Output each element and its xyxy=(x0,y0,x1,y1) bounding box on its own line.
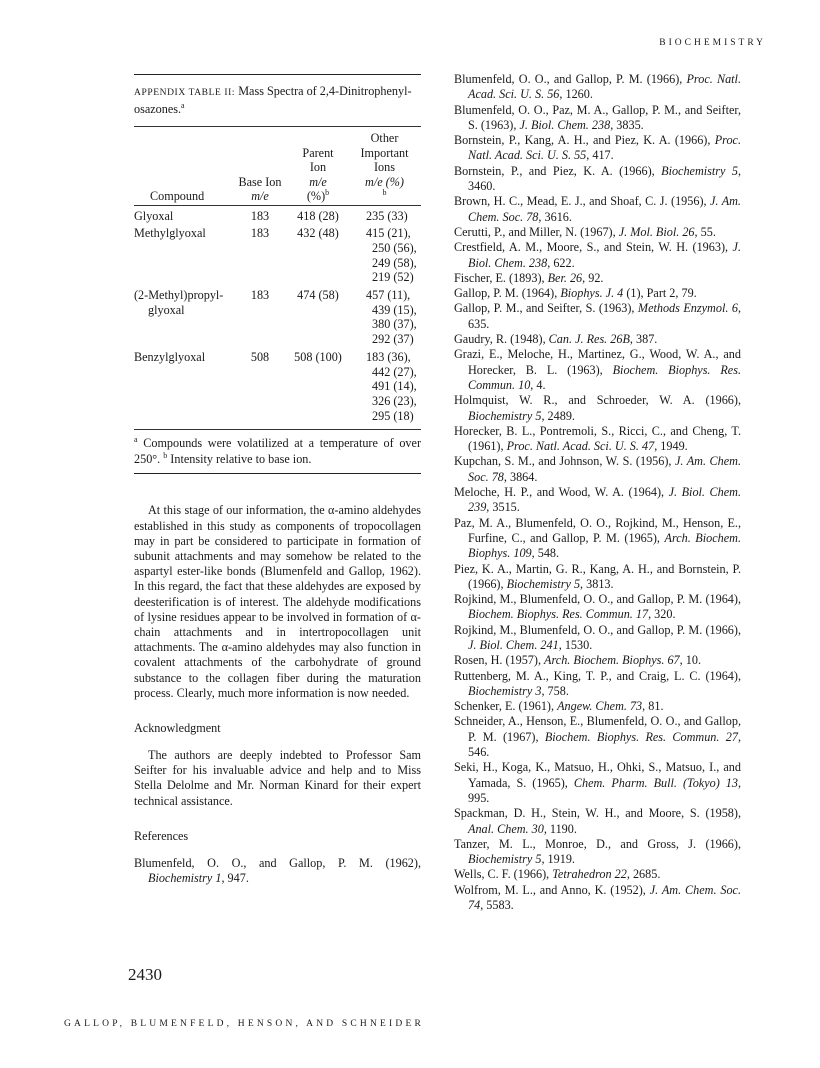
reference-entry: Holmquist, W. R., and Schroeder, W. A. (1966), Biochemistry 5, 2489. xyxy=(454,393,741,423)
cell-base-ion: 183 xyxy=(250,208,270,223)
reference-entry: Ruttenberg, M. A., King, T. P., and Craig, L. C. (1964), Biochemistry 3, 758. xyxy=(454,668,741,698)
reference-entry: Schenker, E. (1961), Angew. Chem. 73, 81. xyxy=(454,699,664,714)
reference-entry: Seki, H., Koga, K., Matsuo, H., Ohki, S., Matsuo, I., and Yamada, S. (1965), Chem. Pharm. Bull. (Tokyo) 13, 995. xyxy=(454,760,742,805)
cell-compound: Methylglyoxal xyxy=(134,226,206,241)
footnote-b: Intensity relative to base ion. xyxy=(170,452,312,467)
cell-parent-ion: 508 (100) xyxy=(294,349,342,364)
reference-entry: Cerutti, P., and Miller, N. (1967), J. Mol. Biol. 26, 55. xyxy=(454,224,716,239)
mass-spectra-table xyxy=(134,126,421,423)
reference-entry: Blumenfeld, O. O., and Gallop, P. M. (1966), Proc. Natl. Acad. Sci. U. S. 56, 1260. xyxy=(454,72,741,102)
references-heading: References xyxy=(134,828,189,843)
cell-base-ion: 508 xyxy=(250,349,270,364)
running-foot: GALLOP, BLUMENFELD, HENSON, AND SCHNEIDER xyxy=(64,1019,424,1029)
appendix-table xyxy=(134,74,421,474)
reference-entry: Rojkind, M., Blumenfeld, O. O., and Gallop, P. M. (1964), Biochem. Biophys. Res. Commun. 17, 320. xyxy=(454,592,741,622)
reference-entry: Rosen, H. (1957), Arch. Biochem. Biophys. 67, 10. xyxy=(454,653,701,668)
header-other-ions: Other Important Ions m/e (%) $^b$ xyxy=(360,131,409,197)
cell-compound: (2-Methyl)propyl- glyoxal xyxy=(134,288,224,317)
reference-entry: Wells, C. F. (1966), Tetrahedron 22, 2685. xyxy=(454,867,661,882)
left-column xyxy=(134,74,421,886)
reference-entry: Gaudry, R. (1948), Can. J. Res. 26B, 387. xyxy=(454,332,658,347)
acknowledgment-heading: Acknowledgment xyxy=(134,720,221,735)
references-right-list xyxy=(454,72,741,913)
reference-entry: Piez, K. A., Martin, G. R., Kang, A. H., and Bornstein, P. (1966), Biochemistry 5, 3813. xyxy=(454,561,741,591)
table-row xyxy=(134,226,421,285)
cell-base-ion: 183 xyxy=(250,226,270,241)
reference-entry: Schneider, A., Henson, E., Blumenfeld, O. O., and Gallop, P. M. (1967), Biochem. Biophys. Res. Commun. 27, 546. xyxy=(454,714,741,760)
reference-entry: Spackman, D. H., Stein, W. H., and Moore, S. (1958), Anal. Chem. 30, 1190. xyxy=(454,806,741,836)
reference-entry: Wolfrom, M. L., and Anno, K. (1952), J. Am. Chem. Soc. 74, 5583. xyxy=(454,882,742,913)
reference-entry: Paz, M. A., Blumenfeld, O. O., Rojkind, M., Henson, E., Furfine, C., and Gallop, P. M. (1965), Arch. Biochem. Biophys. 109, 548. xyxy=(454,515,741,561)
header-parent-ion: Parent Ion m/e (%)$^b$ xyxy=(302,145,334,203)
cell-other-ions: 235 (33) xyxy=(366,208,408,223)
reference-entry: Gallop, P. M. (1964), Biophys. J. 4 (1), Part 2, 79. xyxy=(454,286,697,301)
header-base-ion: Base Ion m/e xyxy=(238,174,282,203)
table-caption xyxy=(134,83,421,117)
cell-parent-ion: 418 (28) xyxy=(297,208,339,223)
reference-entry: Tanzer, M. L., Monroe, D., and Gross, J. (1966), Biochemistry 5, 1919. xyxy=(454,836,741,867)
reference-entry: Bornstein, P., and Piez, K. A. (1966), Biochemistry 5, 3460. xyxy=(454,163,741,194)
cell-parent-ion: 432 (48) xyxy=(297,226,339,241)
footnote-a: Compounds were volatilized at a temperature of over 250°. xyxy=(134,436,421,467)
table-row xyxy=(134,350,421,424)
table-caption-text: Mass Spectra of 2,4-Dinitrophenyl-osazones. xyxy=(134,84,412,116)
header-compound: Compound xyxy=(150,189,205,203)
running-head: BIOCHEMISTRY xyxy=(659,38,766,48)
table-row xyxy=(134,288,421,347)
reference-entry: Meloche, H. P., and Wood, W. A. (1964), J. Biol. Chem. 239, 3515. xyxy=(454,485,742,515)
table-row xyxy=(134,205,421,223)
cell-parent-ion: 474 (58) xyxy=(297,288,339,303)
reference-entry: Horecker, B. L., Pontremoli, S., Ricci, C., and Cheng, T. (1961), Proc. Natl. Acad. Sci. U. S. 47, 1949. xyxy=(454,423,741,454)
reference-entry: Kupchan, S. M., and Johnson, W. S. (1956), J. Am. Chem. Soc. 78, 3864. xyxy=(454,454,741,484)
cell-other-ions: 183 (36), 442 (27), 491 (14), 326 (23), 295 (18) xyxy=(366,349,417,423)
cell-base-ion: 183 xyxy=(250,288,270,303)
reference-entry: Crestfield, A. M., Moore, S., and Stein, W. H. (1963), J. Biol. Chem. 238, 622. xyxy=(454,240,741,270)
cell-other-ions: 415 (21), 250 (56), 249 (58), 219 (52) xyxy=(366,226,417,285)
reference-entry: Fischer, E. (1893), Ber. 26, 92. xyxy=(454,270,604,285)
reference-entry: Brown, H. C., Mead, E. J., and Shoaf, C. J. (1956), J. Am. Chem. Soc. 78, 3616. xyxy=(454,194,741,224)
reference-entry: Grazi, E., Meloche, H., Martinez, G., Wood, W. A., and Horecker, B. L. (1963), Biochem. Biophys. Res. Commun. 10, 4. xyxy=(454,347,741,392)
page-number: 2430 xyxy=(128,965,162,984)
reference-entry: Bornstein, P., Kang, A. H., and Piez, K. A. (1966), Proc. Natl. Acad. Sci. U. S. 55, 417. xyxy=(454,133,741,163)
body-paragraph: At this stage of our information, the α-amino aldehydes established in this study as components of tropocollagen may in part be considered to participate in formation of subunit attachments and may somehow be related to the aspartyl ester-like bonds (Blumenfeld and Gallop, 1962). In this regard, the fact that these aldehydes are exposed by deesterification is of interest. The aldehyde modifications of lysine residues appear to be involved in formation of α-chain attachments and in intertropocollagen unit attachments. The α-amino aldehydes may also function in covalent attachments of the carbohydrate of ground substance to the collagen fiber during the maturation process. Clearly, much more information is now needed. xyxy=(134,503,421,700)
references-left-list xyxy=(134,856,421,886)
table-caption-mark: a xyxy=(181,100,185,110)
reference-entry: Gallop, P. M., and Seifter, S. (1963), Methods Enzymol. 6, 635. xyxy=(454,301,741,331)
reference-entry: Blumenfeld, O. O., Paz, M. A., Gallop, P. M., and Seifter, S. (1963), J. Biol. Chem. 238, 3835. xyxy=(454,102,741,132)
table-body xyxy=(134,205,421,423)
table-label: APPENDIX TABLE II: xyxy=(134,88,236,98)
cell-compound: Benzylglyoxal xyxy=(134,349,206,364)
acknowledgment-text: The authors are deeply indebted to Professor Sam Seifter for his invaluable advice and help and to Miss Stella Delolme and Mr. Norman Kinard for their expert technical assistance. xyxy=(134,747,421,808)
table-header-row xyxy=(134,127,421,206)
cell-other-ions: 457 (11), 439 (15), 380 (37), 292 (37) xyxy=(366,288,417,347)
cell-compound: Glyoxal xyxy=(134,208,174,223)
table-footnotes: $^a$ Compounds were volatilized at a temperature of over 250°. $^b$ Intensity relative to base ion. xyxy=(134,429,421,474)
reference-entry: Rojkind, M., Blumenfeld, O. O., and Gallop, P. M. (1966), J. Biol. Chem. 241, 1530. xyxy=(454,622,741,652)
reference-entry: Blumenfeld, O. O., and Gallop, P. M. (1962), Biochemistry 1, 947. xyxy=(134,855,421,885)
